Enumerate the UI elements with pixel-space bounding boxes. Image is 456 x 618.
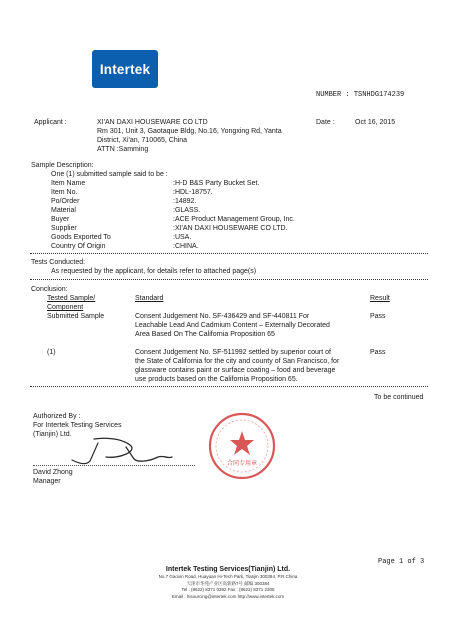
field-value: :H-D B&S Party Bucket Set. [173, 180, 260, 187]
sample-heading: Sample Description: [31, 162, 94, 169]
field-value: :CHINA. [173, 243, 199, 250]
standard-line: Consent Judgement No. SF-511992 settled by superior court of [135, 349, 331, 356]
authorized-label: Authorized By : [33, 413, 81, 420]
sample-intro: One (1) submitted sample said to be : [51, 171, 168, 178]
divider [30, 279, 428, 280]
sample-field [51, 197, 391, 206]
footer-line: 天津市华苑产业区高新路7号 邮编 300384 [186, 580, 270, 586]
field-value: :GLASS. [173, 207, 201, 214]
standard-line: glassware contains paint or surface coating – food and beverage [135, 367, 336, 374]
continued-note: To be continued [374, 394, 424, 401]
signer-title: Manager [33, 478, 61, 485]
sample-field [51, 233, 391, 242]
tests-text: As requested by the applicant, for details refer to attached page(s) [51, 268, 257, 275]
date-value: Oct 16, 2015 [355, 119, 396, 126]
company-stamp [207, 411, 277, 481]
conclusion-heading: Conclusion: [31, 286, 68, 293]
column-result-header: Result [370, 295, 390, 302]
authorized-city: (Tianjin) Ltd. [33, 431, 72, 438]
standard-line: Area Based On The California Proposition 65 [135, 331, 275, 338]
applicant-line: XI'AN DAXI HOUSEWARE CO LTD [97, 119, 208, 126]
field-value: :USA. [173, 234, 192, 241]
field-value: :ACE Product Management Group, Inc. [173, 216, 295, 223]
sample-field [51, 179, 391, 188]
sample-field [51, 188, 391, 197]
column-standard-header: Standard [135, 295, 164, 302]
footer-line: Email : hisourcing@intertek.com http://www.intertek.com [171, 593, 285, 599]
report-number [316, 91, 404, 100]
report-number-value: TSNHDG174239 [353, 91, 405, 99]
field-value: :HDL-18757. [173, 189, 213, 196]
signature [60, 433, 190, 469]
sample-field [51, 224, 391, 233]
standard-line: use products based on the California Proposition 65. [135, 376, 298, 383]
field-value: :XI'AN DAXI HOUSEWARE CO LTD. [173, 225, 288, 232]
report-number-label: NUMBER : [316, 91, 350, 99]
field-label: Item No. [51, 189, 78, 196]
row-result: Pass [370, 349, 386, 356]
column-component-label: Component [47, 304, 84, 311]
applicant-line: Rm 301, Unit 3, Gaotaque Bldg, No.16, Yongxing Rd, Yanta [97, 128, 282, 135]
sample-field [51, 242, 391, 251]
footer-address [0, 574, 456, 600]
field-label: Goods Exported To [51, 234, 111, 241]
row-standard [135, 348, 365, 384]
authorized-for: For Intertek Testing Services [33, 422, 122, 429]
field-label: Buyer [51, 216, 70, 223]
standard-line: the State of California for the city and county of San Francisco, for [135, 358, 340, 365]
row-sample: Submitted Sample [47, 313, 105, 320]
footer-line: No.7 Gaoxin Road, Huayuan Hi-Tech Park, Tianjin 300384, P.R.China [158, 574, 298, 579]
standard-line: Leachable Lead And Cadmium Content – Externally Decorated [135, 322, 330, 329]
column-sample-header [47, 294, 95, 312]
stamp-text: 合同专用章 [226, 461, 257, 467]
signer-name: David Zhong [33, 469, 73, 476]
applicant-address [97, 118, 317, 154]
field-label: Material [51, 207, 76, 214]
standard-line: Consent Judgement No. SF-436429 and SF-440811 For [135, 313, 310, 320]
divider [30, 386, 428, 387]
applicant-line: District, Xi'an, 710065, China [97, 137, 188, 144]
field-label: Supplier [51, 225, 77, 232]
field-label: Country Of Origin [51, 243, 106, 250]
sample-fields [51, 179, 391, 251]
footer-line: Tel : (8622) 8371 0392 Fax : (8622) 8371 2305 [181, 587, 275, 592]
footer-company: Intertek Testing Services(Tianjin) Ltd. [165, 566, 291, 573]
row-result: Pass [370, 313, 386, 320]
applicant-line: ATTN :Samming [97, 146, 149, 153]
date-label: Date : [316, 119, 335, 126]
intertek-logo: Intertek [92, 50, 158, 88]
divider [30, 253, 428, 254]
column-sample-label: Tested Sample/ [47, 295, 96, 302]
field-label: Item Name [51, 180, 86, 187]
sample-field [51, 215, 391, 224]
signature-line [33, 465, 195, 466]
applicant-label: Applicant : [34, 119, 67, 126]
field-label: Po/Order [51, 198, 80, 205]
sample-field [51, 206, 391, 215]
tests-heading: Tests Conducted: [31, 259, 86, 266]
row-standard [135, 312, 365, 339]
field-value: :14892. [173, 198, 197, 205]
row-sample: (1) [47, 349, 56, 356]
page-number: Page 1 of 3 [378, 558, 425, 566]
